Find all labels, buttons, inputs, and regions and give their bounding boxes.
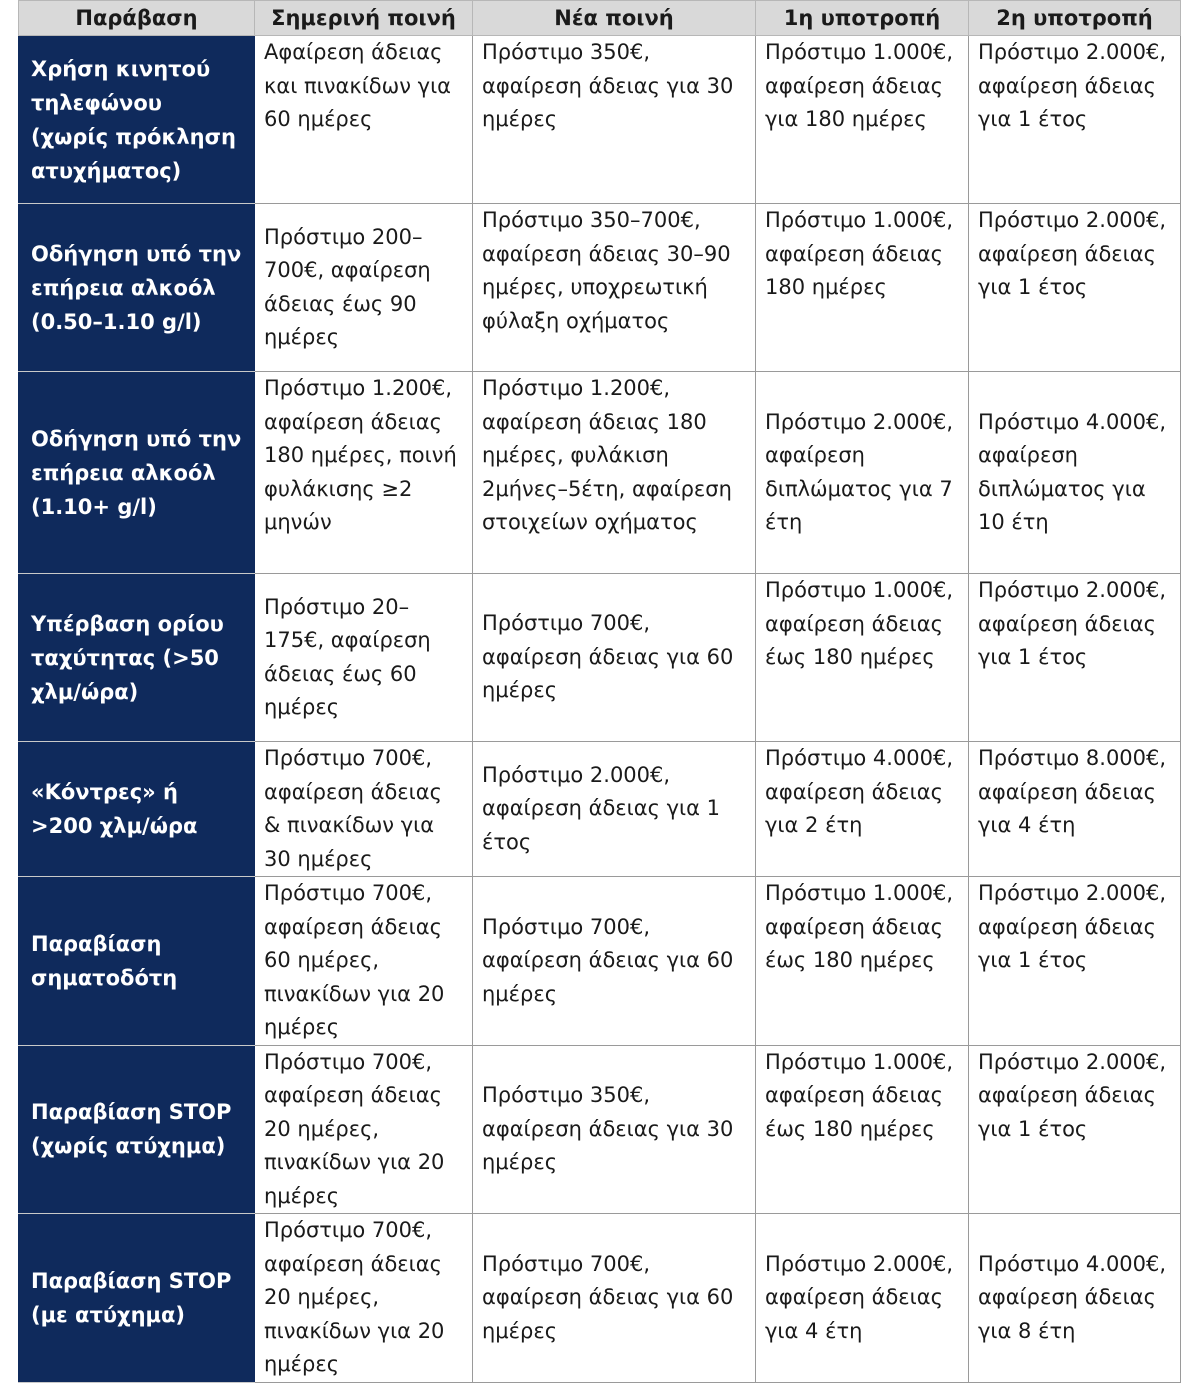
first-recurrence-cell: Πρόστιμο 1.000€, αφαίρεση άδειας έως 180 ημέρες bbox=[756, 1045, 969, 1214]
header-second-recurrence: 2η υποτροπή bbox=[969, 1, 1181, 36]
current-penalty-cell: Πρόστιμο 200–700€, αφαίρεση άδειας έως 90 ημέρες bbox=[255, 204, 473, 372]
table-row bbox=[19, 204, 1181, 372]
second-recurrence-cell: Πρόστιμο 2.000€, αφαίρεση άδειας για 1 έτος bbox=[969, 574, 1181, 742]
current-penalty-cell: Πρόστιμο 700€, αφαίρεση άδειας 20 ημέρες, πινακίδων για 20 ημέρες bbox=[255, 1214, 473, 1383]
table-body bbox=[19, 36, 1181, 1383]
table-row bbox=[19, 742, 1181, 877]
second-recurrence-cell: Πρόστιμο 4.000€, αφαίρεση διπλώματος για 10 έτη bbox=[969, 372, 1181, 574]
new-penalty-cell: Πρόστιμο 1.200€, αφαίρεση άδειας 180 ημέρες, φυλάκιση 2μήνες–5έτη, αφαίρεση στοιχείων οχήματος bbox=[473, 372, 756, 574]
first-recurrence-cell: Πρόστιμο 1.000€, αφαίρεση άδειας για 180 ημέρες bbox=[756, 36, 969, 204]
violation-cell: Παραβίαση STOP (με ατύχημα) bbox=[19, 1214, 255, 1383]
violation-cell: Οδήγηση υπό την επήρεια αλκοόλ (0.50–1.10 g/l) bbox=[19, 204, 255, 372]
second-recurrence-cell: Πρόστιμο 8.000€, αφαίρεση άδειας για 4 έτη bbox=[969, 742, 1181, 877]
new-penalty-cell: Πρόστιμο 700€, αφαίρεση άδειας για 60 ημέρες bbox=[473, 1214, 756, 1383]
first-recurrence-cell: Πρόστιμο 1.000€, αφαίρεση άδειας έως 180 ημέρες bbox=[756, 877, 969, 1046]
current-penalty-cell: Πρόστιμο 700€, αφαίρεση άδειας & πινακίδων για 30 ημέρες bbox=[255, 742, 473, 877]
new-penalty-cell: Πρόστιμο 700€, αφαίρεση άδειας για 60 ημέρες bbox=[473, 877, 756, 1046]
first-recurrence-cell: Πρόστιμο 4.000€, αφαίρεση άδειας για 2 έτη bbox=[756, 742, 969, 877]
table-header bbox=[19, 1, 1181, 36]
current-penalty-cell: Πρόστιμο 20–175€, αφαίρεση άδειας έως 60 ημέρες bbox=[255, 574, 473, 742]
new-penalty-cell: Πρόστιμο 350€, αφαίρεση άδειας για 30 ημέρες bbox=[473, 36, 756, 204]
header-violation: Παράβαση bbox=[19, 1, 255, 36]
table-row bbox=[19, 1045, 1181, 1214]
first-recurrence-cell: Πρόστιμο 1.000€, αφαίρεση άδειας 180 ημέρες bbox=[756, 204, 969, 372]
second-recurrence-cell: Πρόστιμο 2.000€, αφαίρεση άδειας για 1 έτος bbox=[969, 36, 1181, 204]
current-penalty-cell: Πρόστιμο 700€, αφαίρεση άδειας 60 ημέρες, πινακίδων για 20 ημέρες bbox=[255, 877, 473, 1046]
header-current-penalty: Σημερινή ποινή bbox=[255, 1, 473, 36]
header-row bbox=[19, 1, 1181, 36]
violation-cell: Παραβίαση STOP (χωρίς ατύχημα) bbox=[19, 1045, 255, 1214]
table-row bbox=[19, 36, 1181, 204]
header-new-penalty: Νέα ποινή bbox=[473, 1, 756, 36]
new-penalty-cell: Πρόστιμο 700€, αφαίρεση άδειας για 60 ημέρες bbox=[473, 574, 756, 742]
new-penalty-cell: Πρόστιμο 350€, αφαίρεση άδειας για 30 ημέρες bbox=[473, 1045, 756, 1214]
table-row bbox=[19, 1214, 1181, 1383]
new-penalty-cell: Πρόστιμο 350–700€, αφαίρεση άδειας 30–90 ημέρες, υποχρεωτική φύλαξη οχήματος bbox=[473, 204, 756, 372]
violation-cell: Χρήση κινητού τηλεφώνου (χωρίς πρόκληση ατυχήματος) bbox=[19, 36, 255, 204]
table-row bbox=[19, 877, 1181, 1046]
first-recurrence-cell: Πρόστιμο 2.000€, αφαίρεση άδειας για 4 έτη bbox=[756, 1214, 969, 1383]
violation-cell: Υπέρβαση ορίου ταχύτητας (>50 χλμ/ώρα) bbox=[19, 574, 255, 742]
current-penalty-cell: Πρόστιμο 1.200€, αφαίρεση άδειας 180 ημέρες, ποινή φυλάκισης ≥2 μηνών bbox=[255, 372, 473, 574]
new-penalty-cell: Πρόστιμο 2.000€, αφαίρεση άδειας για 1 έτος bbox=[473, 742, 756, 877]
table-row bbox=[19, 372, 1181, 574]
second-recurrence-cell: Πρόστιμο 2.000€, αφαίρεση άδειας για 1 έτος bbox=[969, 877, 1181, 1046]
violation-cell: Οδήγηση υπό την επήρεια αλκοόλ (1.10+ g/l) bbox=[19, 372, 255, 574]
second-recurrence-cell: Πρόστιμο 4.000€, αφαίρεση άδειας για 8 έτη bbox=[969, 1214, 1181, 1383]
violation-cell: Παραβίαση σηματοδότη bbox=[19, 877, 255, 1046]
second-recurrence-cell: Πρόστιμο 2.000€, αφαίρεση άδειας για 1 έτος bbox=[969, 1045, 1181, 1214]
violation-cell: «Κόντρες» ή >200 χλμ/ώρα bbox=[19, 742, 255, 877]
header-first-recurrence: 1η υποτροπή bbox=[756, 1, 969, 36]
second-recurrence-cell: Πρόστιμο 2.000€, αφαίρεση άδειας για 1 έτος bbox=[969, 204, 1181, 372]
current-penalty-cell: Αφαίρεση άδειας και πινακίδων για 60 ημέρες bbox=[255, 36, 473, 204]
first-recurrence-cell: Πρόστιμο 1.000€, αφαίρεση άδειας έως 180 ημέρες bbox=[756, 574, 969, 742]
table-row bbox=[19, 574, 1181, 742]
current-penalty-cell: Πρόστιμο 700€, αφαίρεση άδειας 20 ημέρες, πινακίδων για 20 ημέρες bbox=[255, 1045, 473, 1214]
first-recurrence-cell: Πρόστιμο 2.000€, αφαίρεση διπλώματος για 7 έτη bbox=[756, 372, 969, 574]
penalties-table bbox=[18, 0, 1181, 1383]
